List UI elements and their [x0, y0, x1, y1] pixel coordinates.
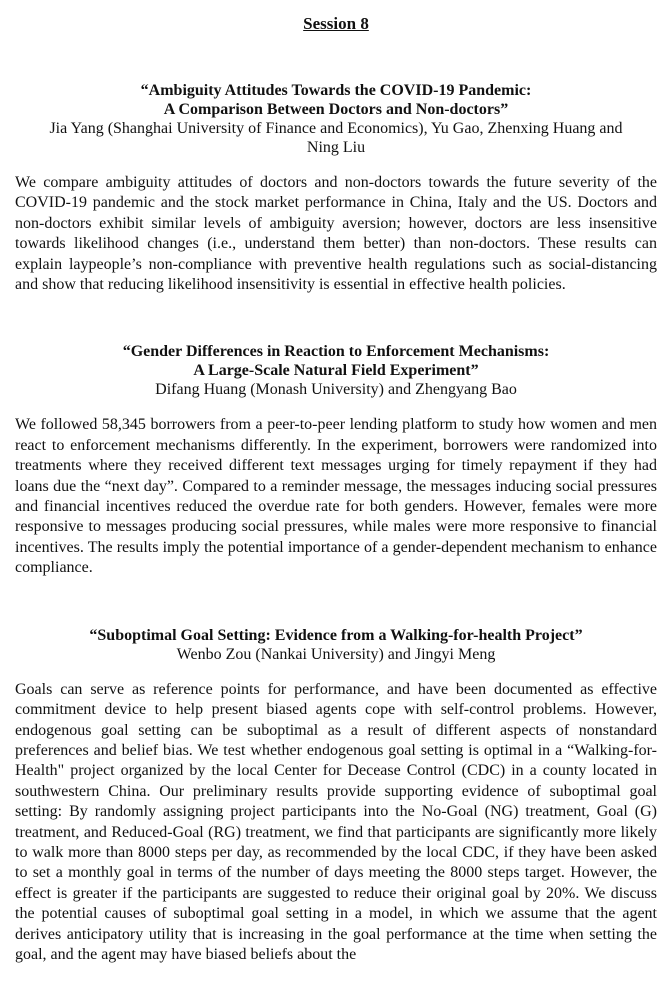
paper-1 [15, 81, 657, 295]
paper-1-title-line-1: “Ambiguity Attitudes Towards the COVID-19 Pandemic: [140, 82, 532, 99]
paper-1-authors-line-2: Ning Liu [306, 139, 366, 156]
paper-2-title [15, 342, 657, 380]
paper-3-authors [15, 645, 657, 664]
paper-2-abstract: We followed 58,345 borrowers from a peer-to-peer lending platform to study how women and men react to enforcement mechanisms differently. In the experiment, borrowers were randomized into treatments where they received different text messages urging for timely repayment if they had loans due the “next day”. Compared to a reminder message, the messages inducing social pressures and financial incentives reduced the overdue rate for both genders. However, females were more responsive to messages producing social pressures, while males were more responsive to financial incentives. The results imply the potential importance of a gender-dependent mechanism to enhance compliance. [15, 416, 657, 577]
paper-2-title-line-2: A Large-Scale Natural Field Experiment” [193, 362, 479, 380]
paper-3-abstract: Goals can serve as reference points for performance, and have been documented as effective commitment device to help present biased agents cope with self-control problems. However, endogenous goal setting can be suboptimal as a result of different aspects of nonstandard preferences and belief bias. We test whether endogenous goal setting is optimal in a “Walking-for-Health" project organized by the local Center for Decease Control (CDC) in a county located in southwestern China. Our preliminary results provide supporting evidence of suboptimal goal setting: By randomly assigning project participants into the No-Goal (NG) treatment, Goal (G) treatment, and Reduced-Goal (RG) treatment, we find that participants are significantly more likely to walk more than 8000 steps per day, as recommended by the local CDC, if they have been asked to set a monthly goal in terms of the number of days meeting the 8000 steps target. However, the effect is greater if the participants are suggested to reduce their original goal by 20%. We discuss the potential causes of suboptimal goal setting in a model, in which we assume that the agent derives anticipatory utility that is increasing in the goal performance at the time when setting the goal, and the agent may have biased beliefs about the [15, 680, 657, 963]
paper-1-title-line-2: A Comparison Between Doctors and Non-doctors” [163, 101, 509, 118]
paper-2-title-line-1: “Gender Differences in Reaction to Enforcement Mechanisms: [122, 343, 550, 361]
paper-3-title [15, 626, 657, 645]
paper-2-authors [15, 380, 657, 399]
paper-1-abstract: We compare ambiguity attitudes of doctors and non-doctors towards the future severity of the COVID-19 pandemic and the stock market performance in China, Italy and the US. Doctors and non-doctors exhibit similar levels of ambiguity aversion; however, doctors are less insensitive towards likelihood changes (i.e., understand them better) than non-doctors. These results can explain laypeople’s non-compliance with preventive health regulations such as social-distancing and show that reducing likelihood insensitivity is essential in effective health policies. [15, 174, 657, 294]
paper-1-title [15, 81, 657, 119]
paper-2 [15, 342, 657, 578]
paper-1-authors [15, 119, 657, 157]
session-title: Session 8 [303, 14, 369, 33]
paper-3 [15, 626, 657, 966]
paper-3-authors-line-1: Wenbo Zou (Nankai University) and Jingyi Meng [176, 645, 496, 663]
paper-1-authors-line-1: Jia Yang (Shanghai University of Finance and Economics), Yu Gao, Zhenxing Huang and [49, 120, 623, 137]
paper-2-authors-line-1: Difang Huang (Monash University) and Zhengyang Bao [155, 381, 517, 399]
paper-3-title-line-1: “Suboptimal Goal Setting: Evidence from a Walking-for-health Project” [89, 626, 583, 644]
